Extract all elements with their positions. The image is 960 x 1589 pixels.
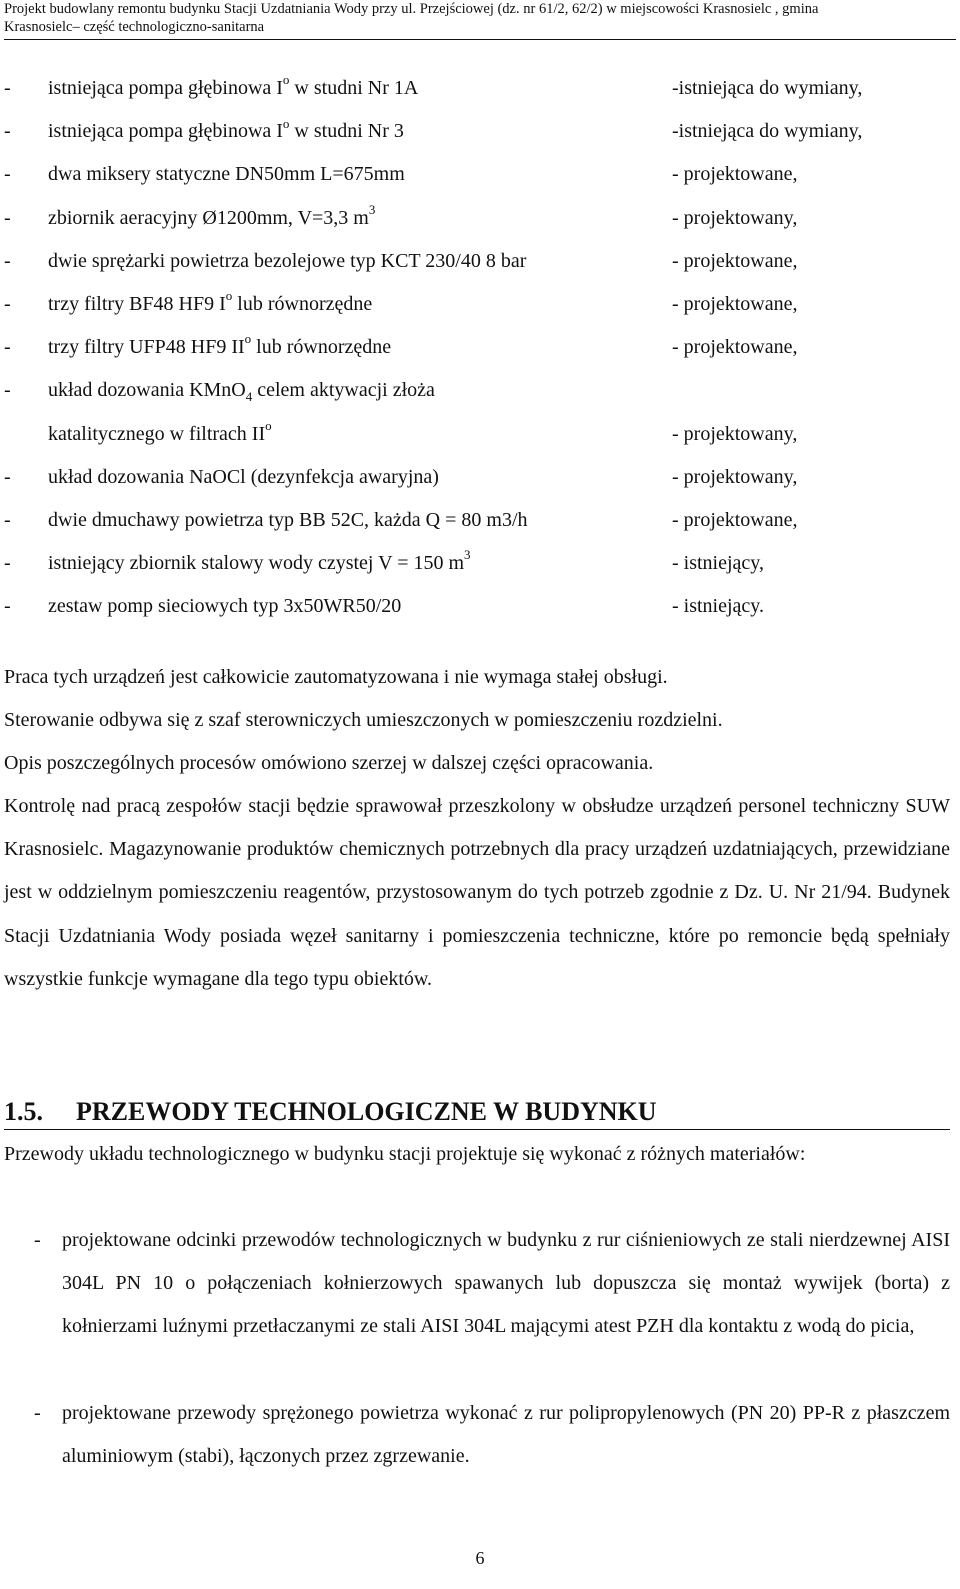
subscript: 4 (245, 389, 253, 405)
superscript: o (225, 288, 233, 304)
equipment-name (48, 369, 435, 412)
equipment-name-text: istniejąca pompa głębinowa I (48, 77, 283, 99)
section-title: PRZEWODY TECHNOLOGICZNE W BUDYNKU (76, 1097, 657, 1126)
equipment-row (4, 499, 956, 542)
equipment-status: - projektowane, (672, 508, 798, 531)
bullet-text: projektowane odcinki przewodów technologicznych w budynku z rur ciśnieniowych ze stali nierdzewnej AISI 304L PN 10 o połączeniach kołnierzowych spawanych lub dopuszcza się montaż wywijek (borta) z kołnierzami luźnymi przetłaczanymi ze stali AISI 304L mającymi atest PZH dla kontaktu z wodą do picia, (62, 1229, 950, 1338)
equipment-name-text: istniejący zbiornik stalowy wody czystej V = 150 m (48, 552, 465, 575)
equipment-name-text: układ dozowania NaOCl (dezynfekcja awaryjna) (48, 465, 439, 488)
equipment-row (4, 413, 956, 456)
equipment-status: - istniejący. (672, 595, 765, 618)
paragraph-operation: Kontrolę nad pracą zespołów stacji będzie sprawował przeszkolony w obsłudze urządzeń personel techniczny SUW Krasnosielc. Magazynowanie produktów chemicznych potrzebnych dla pracy urządzeń uzdatniających, przewidziane jest w oddzielnym pomieszczeniu reagentów, przystosowanym do tych potrzeb zgodnie z Dz. U. Nr 21/94. Budynek Stacji Uzdatniania Wody posiada węzeł sanitarny i pomieszczenia techniczne, które po remoncie będą spełniały wszystkie funkcje wymagane dla tego typu obiektów. (4, 795, 950, 990)
bullet-item (4, 1392, 950, 1478)
list-dash: - (4, 465, 11, 488)
section-rule (4, 1129, 950, 1130)
equipment-name (48, 67, 418, 110)
equipment-status: - projektowany, (672, 206, 798, 229)
equipment-row (4, 197, 956, 240)
list-dash: - (4, 206, 11, 229)
equipment-status: - istniejący, (672, 552, 765, 575)
equipment-status: - projektowane, (672, 249, 798, 272)
section-heading (4, 1094, 657, 1130)
running-header (4, 0, 956, 36)
list-dash: - (4, 163, 11, 186)
page-number: 6 (475, 1548, 485, 1568)
equipment-name (48, 585, 401, 628)
equipment-row (4, 67, 956, 110)
equipment-status: -istniejąca do wymiany, (672, 77, 863, 99)
list-dash: - (4, 379, 11, 402)
equipment-name (48, 110, 404, 153)
superscript: o (244, 331, 252, 347)
equipment-name-suffix: w studni Nr 1A (289, 77, 419, 99)
equipment-row (4, 369, 956, 412)
bullet-item (4, 1219, 950, 1349)
equipment-name-text: dwa miksery statyczne DN50mm L=675mm (48, 163, 405, 186)
equipment-list (4, 67, 956, 628)
list-dash: - (4, 595, 11, 618)
equipment-name (48, 240, 526, 283)
paragraph-description: Opis poszczególnych procesów omówiono szerzej w dalszej części opracowania. (4, 752, 654, 774)
header-line-1: Projekt budowlany remontu budynku Stacji Uzdatniania Wody przy ul. Przejściowej (dz. nr 61/2, 62/2) w miejscowości Krasnosielc , gmina (4, 1, 819, 17)
equipment-name-text: dwie sprężarki powietrza bezolejowe typ KCT 230/40 8 bar (48, 249, 527, 272)
equipment-name-text: trzy filtry BF48 HF9 I (48, 292, 226, 315)
bullet-dash: - (34, 1402, 41, 1424)
equipment-name (48, 499, 528, 542)
superscript: o (282, 72, 290, 88)
equipment-name-text: zbiornik aeracyjny Ø1200mm, V=3,3 m (48, 206, 369, 229)
equipment-row (4, 110, 956, 153)
equipment-name (48, 542, 471, 585)
superscript: o (282, 115, 290, 131)
superscript: 3 (464, 547, 471, 563)
superscript: o (265, 417, 272, 433)
equipment-name-text: układ dozowania KMnO (48, 379, 246, 402)
paragraph-control: Sterowanie odbywa się z szaf sterowniczych umieszczonych w pomieszczeniu rozdzielni. (4, 709, 723, 731)
equipment-row (4, 240, 956, 283)
header-rule (4, 39, 956, 40)
equipment-status: - projektowany, (672, 422, 798, 445)
list-dash: - (4, 249, 11, 272)
equipment-name (48, 153, 405, 196)
list-dash: - (4, 77, 11, 99)
equipment-name (48, 283, 372, 326)
equipment-name (48, 456, 439, 499)
equipment-status: - projektowane, (672, 292, 798, 315)
equipment-row (4, 153, 956, 196)
equipment-row (4, 456, 956, 499)
equipment-name-suffix: lub równorzędne (232, 292, 373, 315)
list-dash: - (4, 292, 11, 315)
header-line-2: Krasnosielc– część technologiczno-sanitarna (4, 19, 265, 35)
equipment-status: - projektowane, (672, 336, 798, 359)
list-dash: - (4, 508, 11, 531)
bullet-dash: - (34, 1229, 41, 1251)
list-dash: - (4, 336, 11, 359)
paragraph-automation: Praca tych urządzeń jest całkowicie zautomatyzowana i nie wymaga stałej obsługi. (4, 666, 668, 688)
equipment-status: - projektowany, (672, 465, 798, 488)
equipment-name-text: dwie dmuchawy powietrza typ BB 52C, każda Q = 80 m3/h (48, 508, 528, 531)
equipment-row (4, 326, 956, 369)
equipment-name-suffix: celem aktywacji złoża (252, 379, 435, 402)
equipment-status: -istniejąca do wymiany, (672, 120, 863, 143)
equipment-row (4, 585, 956, 628)
bullet-text: projektowane przewody sprężonego powietrza wykonać z rur polipropylenowych (PN 20) PP-R z płaszczem aluminiowym (stabi), łączonych przez zgrzewanie. (62, 1402, 950, 1468)
equipment-row (4, 542, 956, 585)
equipment-name-text: trzy filtry UFP48 HF9 II (48, 336, 245, 359)
equipment-name (48, 326, 391, 369)
equipment-name-text: istniejąca pompa głębinowa I (48, 120, 283, 143)
equipment-name-text: zestaw pomp sieciowych typ 3x50WR50/20 (48, 595, 402, 618)
list-dash: - (4, 120, 11, 143)
equipment-name-suffix: w studni Nr 3 (289, 120, 404, 143)
equipment-row (4, 283, 956, 326)
equipment-status: - projektowane, (672, 163, 798, 186)
section-number: 1.5. (4, 1097, 43, 1126)
equipment-name (48, 413, 272, 456)
superscript: 3 (368, 201, 376, 217)
equipment-name (48, 197, 375, 240)
equipment-name-text: katalitycznego w filtrach II (48, 422, 266, 445)
equipment-name-suffix: lub równorzędne (251, 336, 392, 359)
section-intro: Przewody układu technologicznego w budynku stacji projektuje się wykonać z różnych materiałów: (4, 1143, 806, 1165)
list-dash: - (4, 552, 11, 575)
